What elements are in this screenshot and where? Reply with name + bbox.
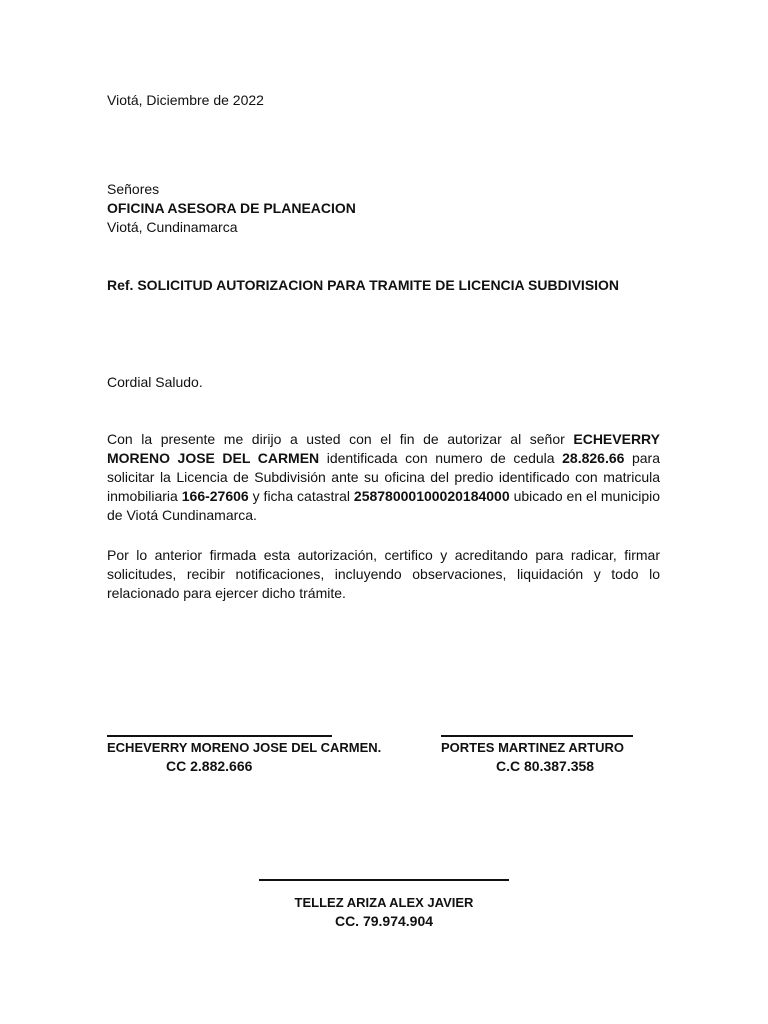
signature-line-1 <box>107 735 332 737</box>
recipient-location: Viotá, Cundinamarca <box>107 219 238 235</box>
reference-line: Ref. SOLICITUD AUTORIZACION PARA TRAMITE DE LICENCIA SUBDIVISION <box>107 277 620 293</box>
signer-3-name: TELLEZ ARIZA ALEX JAVIER <box>294 895 474 910</box>
p1-text-5: ubicado en el municipio de Viotá Cundinamarca. <box>107 488 660 523</box>
p1-text-1: Con la presente me dirijo a usted con el fin de autorizar al señor <box>107 431 574 447</box>
ficha-catastral-number: 25878000100020184000 <box>353 488 510 504</box>
recipient-office: OFICINA ASESORA DE PLANEACION <box>107 200 356 216</box>
body-paragraph-1 <box>107 430 660 525</box>
p1-text-2: identificada con numero de cedula <box>319 450 563 466</box>
signature-line-3 <box>259 879 509 881</box>
signer-1-id: CC 2.882.666 <box>166 758 253 774</box>
signer-2-name: PORTES MARTINEZ ARTURO <box>441 740 624 755</box>
recipient-salutation: Señores <box>107 181 160 197</box>
p1-text-4: y ficha catastral <box>248 488 354 504</box>
greeting: Cordial Saludo. <box>107 374 203 390</box>
signer-3-id: CC. 79.974.904 <box>334 913 434 929</box>
date-line: Viotá, Diciembre de 2022 <box>107 92 264 108</box>
signature-line-2 <box>441 735 633 737</box>
cedula-number: 28.826.66 <box>562 450 625 466</box>
signer-1-name: ECHEVERRY MORENO JOSE DEL CARMEN. <box>107 740 382 755</box>
matricula-number: 166-27606 <box>181 488 249 504</box>
p1-text-3: para solicitar la Licencia de Subdivisión ante su oficina del predio identificado con matricula inmobiliaria <box>107 450 660 504</box>
body-paragraph-2: Por lo anterior firmada esta autorización, certifico y acreditando para radicar, firmar solicitudes, recibir notificaciones, incluyendo observaciones, liquidación y todo lo relacionado para ejercer dicho trámite. <box>107 547 660 601</box>
authorized-name: ECHEVERRY MORENO JOSE DEL CARMEN <box>107 431 660 466</box>
signer-2-id: C.C 80.387.358 <box>496 758 595 774</box>
